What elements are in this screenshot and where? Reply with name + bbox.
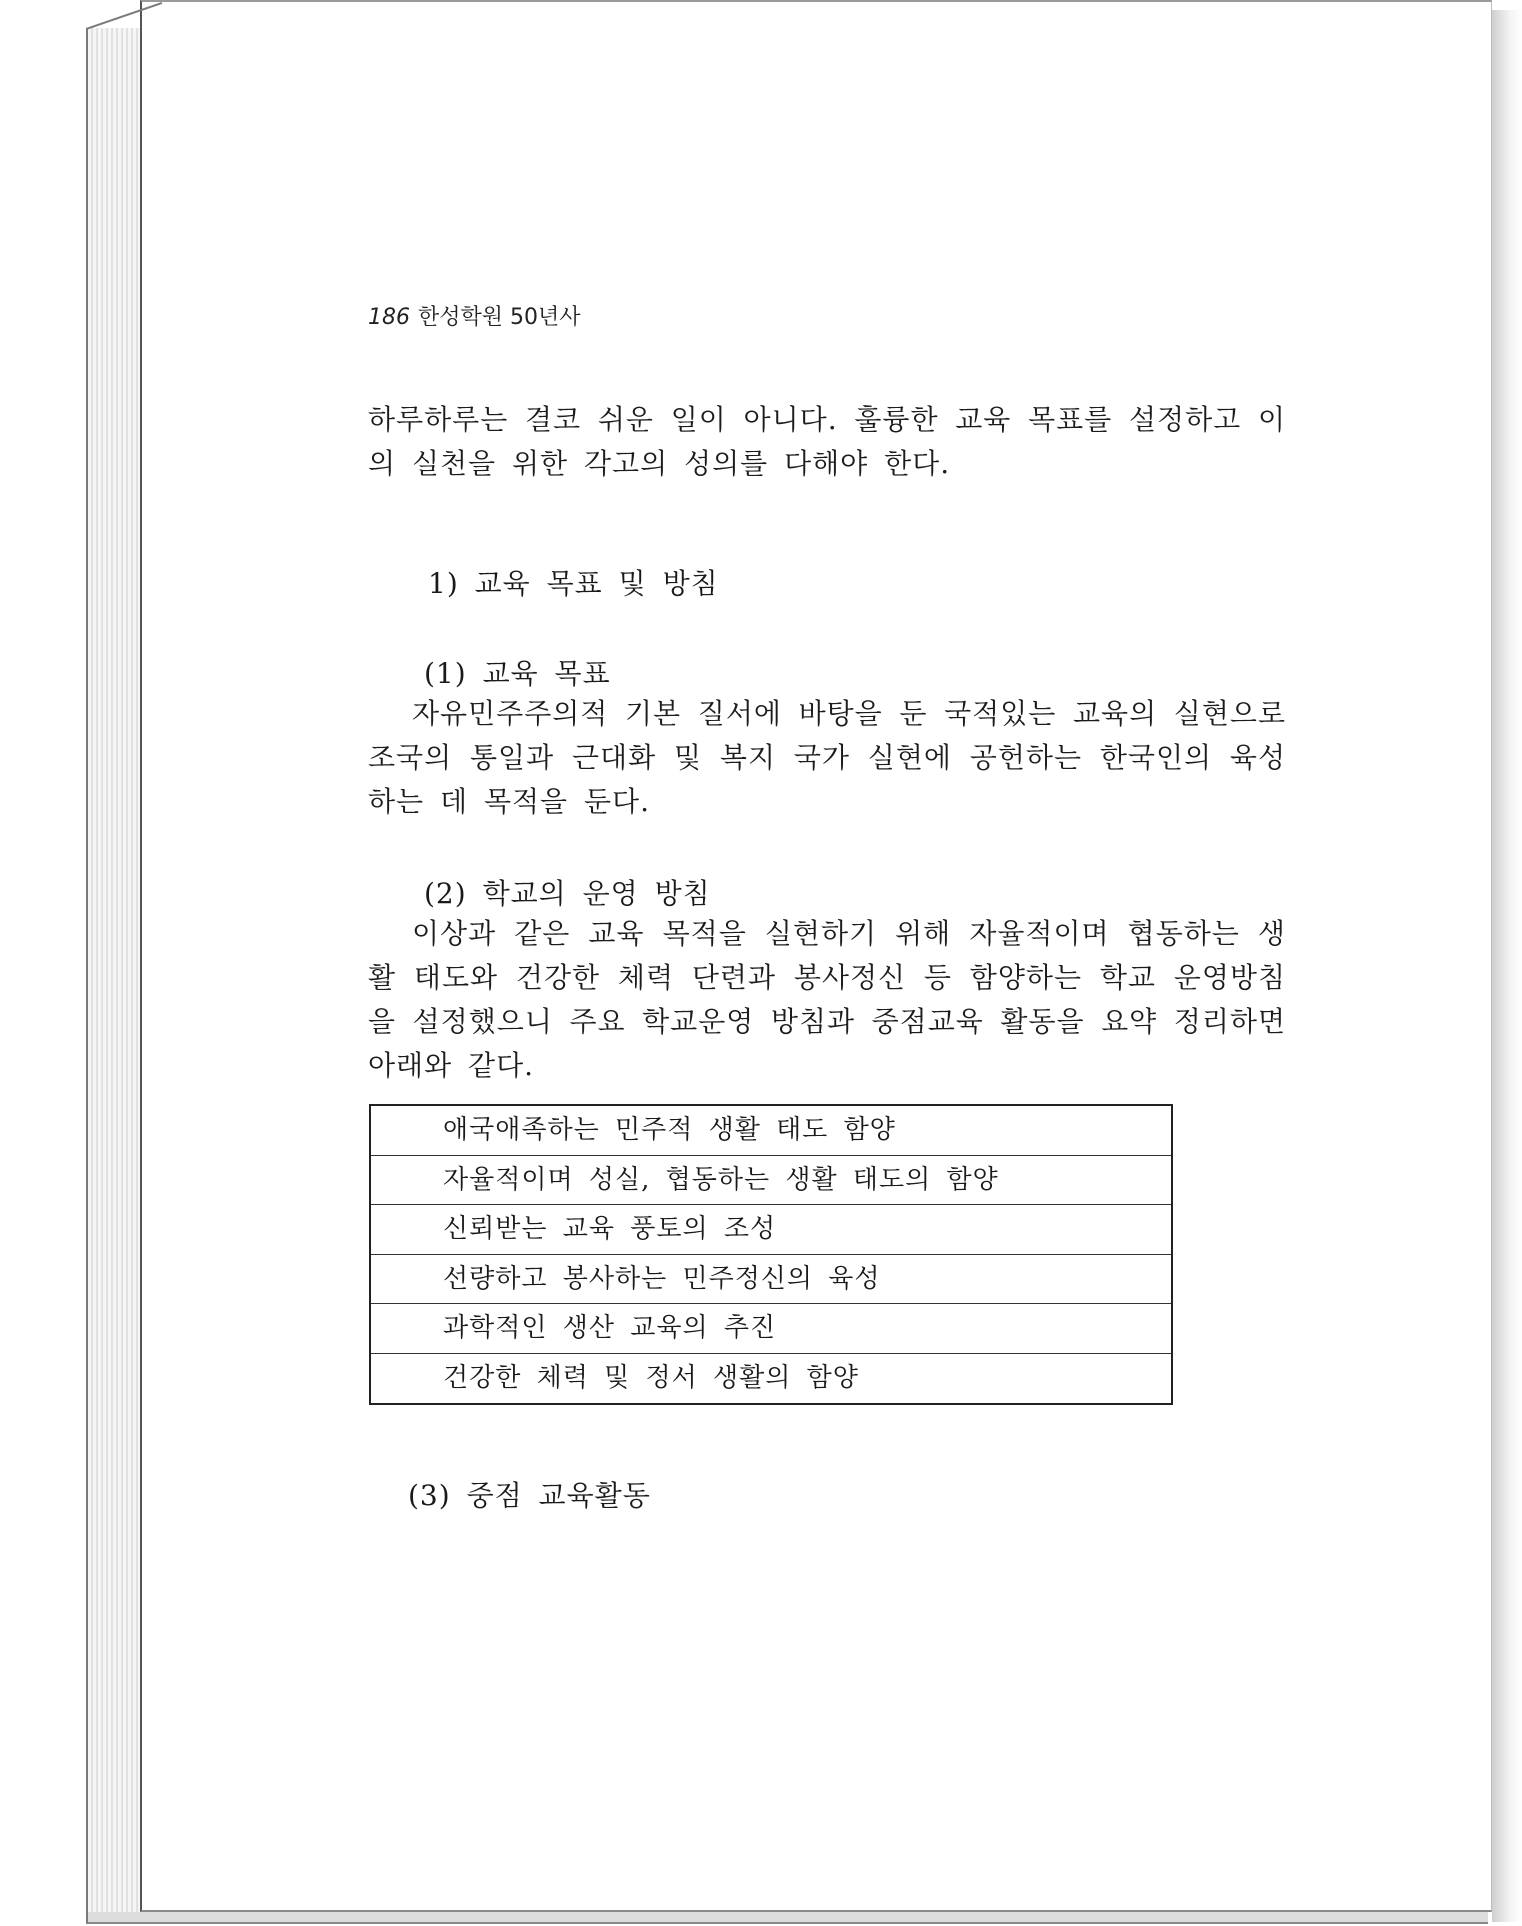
- book-page-edges: [86, 28, 148, 1924]
- education-goal-block: [368, 692, 1286, 824]
- running-head: [368, 300, 581, 331]
- page-number: 186: [368, 305, 410, 330]
- policy-row: 건강한 체력 및 정서 생활의 함양: [443, 1362, 859, 1393]
- school-policy-block: [368, 912, 1286, 1088]
- section-heading-goals-policy: 1) 교육 목표 및 방침: [428, 567, 719, 600]
- education-goal-paragraph: 자유민주주의적 기본 질서에 바탕을 둔 국적있는 교육의 실현으로 조국의 통일과 근대화 및 복지 국가 실현에 공헌하는 한국인의 육성하는 데 목적을 둔다.: [368, 697, 1286, 818]
- subheading-education-goal: (1) 교육 목표: [424, 657, 611, 690]
- subheading-key-activities: (3) 중점 교육활동: [408, 1479, 651, 1512]
- intro-paragraph: 하루하루는 결코 쉬운 일이 아니다. 훌륭한 교육 목표를 설정하고 이의 실천을 위한 각고의 성의를 다해야 한다.: [368, 403, 1286, 480]
- policy-row: 신뢰받는 교육 풍토의 조성: [371, 1205, 1171, 1255]
- intro-paragraph-block: [368, 398, 1286, 486]
- policy-row: 애국애족하는 민주적 생활 태도 함양: [371, 1106, 1171, 1156]
- policy-row: 과학적인 생산 교육의 추진: [371, 1304, 1171, 1354]
- policy-row: 자율적이며 성실, 협동하는 생활 태도의 함양: [371, 1156, 1171, 1206]
- book-bottom-edge: [88, 1912, 1488, 1924]
- policy-row: 선량하고 봉사하는 민주정신의 육성: [371, 1255, 1171, 1305]
- page-shadow: [1492, 10, 1522, 1922]
- subheading-school-policy: (2) 학교의 운영 방침: [424, 877, 711, 910]
- policy-table: [369, 1104, 1173, 1405]
- book-title: 한성학원 50년사: [418, 305, 581, 330]
- school-policy-paragraph: 이상과 같은 교육 목적을 실현하기 위해 자율적이며 협동하는 생활 태도와 건강한 체력 단련과 봉사정신 등 함양하는 학교 운영방침을 설정했으니 주요 학교운영 방침과 중점교육 활동을 요약 정리하면 아래와 같다.: [368, 917, 1286, 1082]
